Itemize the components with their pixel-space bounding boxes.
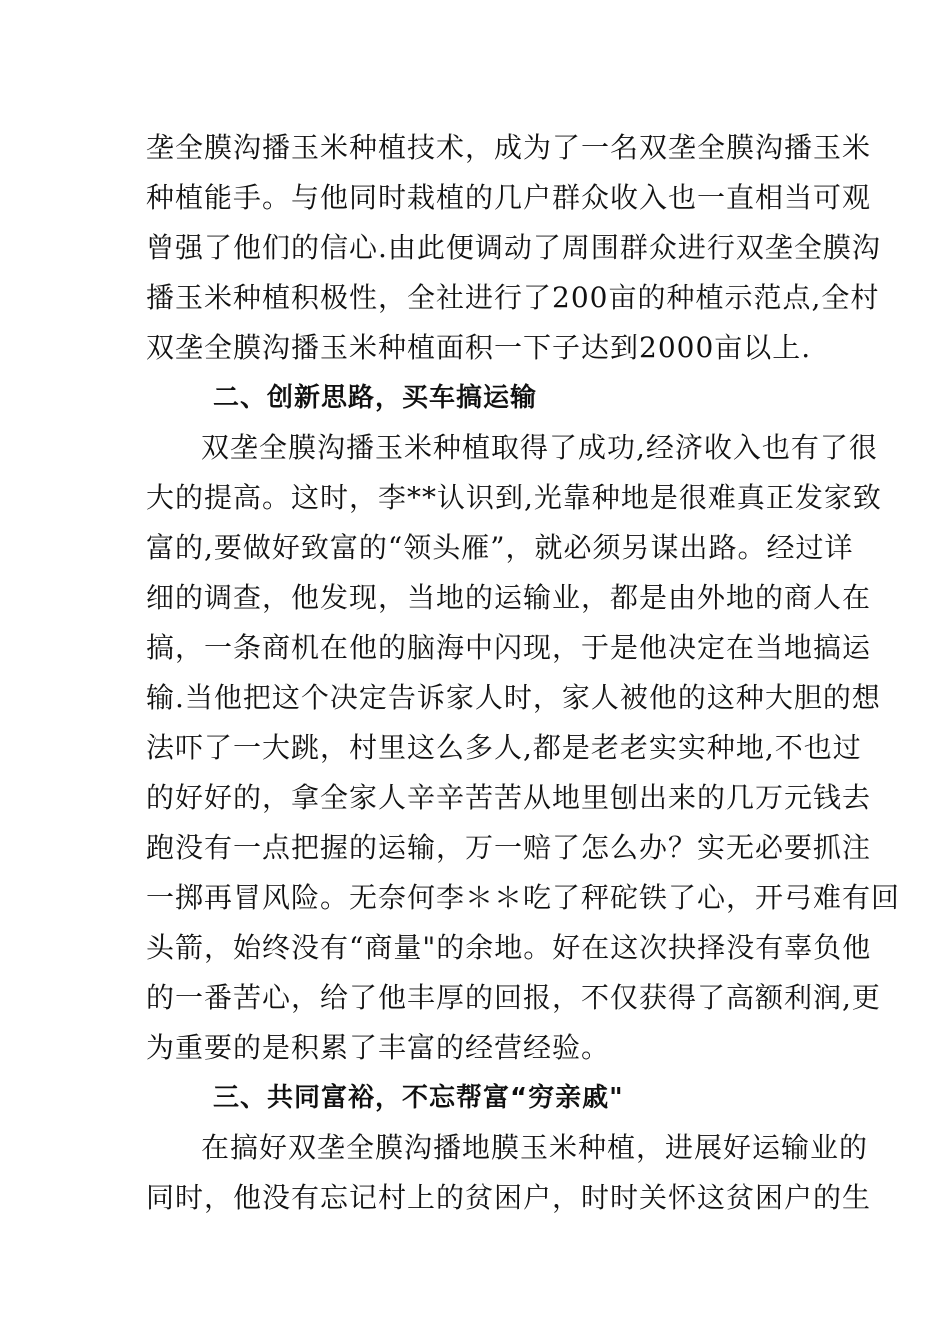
- body-line: 输.当他把这个决定告诉家人时，家人被他的这种大胆的想: [146, 681, 881, 714]
- body-line: 的好好的，拿全家人辛辛苦苦从地里刨出来的几万元钱去: [146, 781, 872, 814]
- body-line: 同时，他没有忘记村上的贫困户，时时关怀这贫困户的生: [146, 1181, 872, 1214]
- body-line: 种植能手。与他同时栽植的几户群众收入也一直相当可观: [146, 181, 872, 214]
- section-heading-3: 三、共同富裕，不忘帮富“穷亲戚": [213, 1083, 624, 1113]
- body-line: 大的提高。这时，李**认识到,光靠种地是很难真正发家致: [146, 481, 882, 514]
- body-line: 细的调查，他发现，当地的运输业，都是由外地的商人在: [146, 581, 872, 614]
- body-line: 垄全膜沟播玉米种植技术，成为了一名双垄全膜沟播玉米: [146, 131, 872, 164]
- body-line: 曾强了他们的信心.由此便调动了周围群众进行双垄全膜沟: [146, 231, 881, 264]
- body-line: 为重要的是积累了丰富的经营经验。: [146, 1031, 611, 1064]
- body-line: 在搞好双垄全膜沟播地膜玉米种植，进展好运输业的: [201, 1131, 869, 1164]
- body-line: 搞，一条商机在他的脑海中闪现，于是他决定在当地搞运: [146, 631, 872, 664]
- body-line: 的一番苦心，给了他丰厚的回报，不仅获得了高额利润,更: [146, 981, 881, 1014]
- section-heading-2: 二、创新思路，买车搞运输: [213, 383, 538, 413]
- body-line: 双垄全膜沟播玉米种植取得了成功,经济收入也有了很: [201, 431, 878, 464]
- body-line: 跑没有一点把握的运输，万一赔了怎么办？实无必要抓注: [146, 831, 872, 864]
- body-line: 头箭，始终没有“商量"的余地。好在这次抉择没有辜负他: [146, 931, 872, 964]
- body-line: 一掷再冒风险。无奈何李＊＊吃了秤砣铁了心，开弓难有回: [146, 881, 901, 914]
- body-line: 富的,要做好致富的“领头雁”，就必须另谋出路。经过详: [146, 531, 854, 564]
- body-line: 双垄全膜沟播玉米种植面积一下子达到2000亩以上.: [146, 331, 812, 364]
- body-line: 法吓了一大跳，村里这么多人,都是老老实实种地,不也过: [146, 731, 862, 764]
- body-line: 播玉米种植积极性，全社进行了200亩的种植示范点,全村: [146, 281, 880, 314]
